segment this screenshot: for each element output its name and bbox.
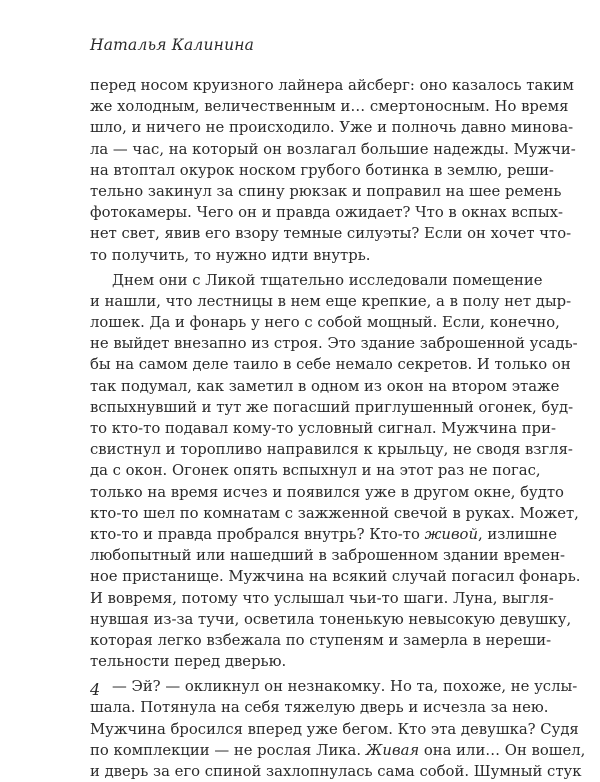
text-line: и дверь за его спиной захлопнулась сама собой. Шумный стук bbox=[90, 763, 582, 780]
text-line: перед носом круизного лайнера айсберг: оно казалось таким bbox=[90, 77, 574, 94]
text-line: же холодным, величественным и… смертоносным. Но время bbox=[90, 98, 569, 116]
paragraph-3 bbox=[90, 676, 586, 782]
text-line: то получить, то нужно идти внутрь. bbox=[90, 246, 371, 264]
body-text bbox=[90, 75, 586, 782]
text-line: и нашли, что лестницы в нем еще крепкие, а в полу нет дыр- bbox=[90, 292, 572, 310]
text-line: да с окон. Огонек опять вспыхнул и на этот раз не погас, bbox=[90, 462, 541, 480]
text-line: ла — час, на который он возлагал большие надежды. Мужчи- bbox=[90, 140, 576, 158]
text-line: Мужчина бросился вперед уже бегом. Кто эта девушка? Судя bbox=[90, 720, 579, 738]
text-line: нет свет, явив его взору темные силуэты? Если он хочет что- bbox=[90, 225, 572, 243]
text-line: шло, и ничего не происходило. Уже и полночь давно минова- bbox=[90, 119, 574, 137]
text-line: — Эй? — окликнул он незнакомку. Но та, похоже, не услы- bbox=[112, 678, 578, 696]
text-line: свистнул и торопливо направился к крыльцу, не сводя взгля- bbox=[90, 441, 573, 459]
running-head-author: Наталья Калинина bbox=[90, 36, 255, 54]
text-line: Днем они с Ликой тщательно исследовали помещение bbox=[112, 271, 543, 289]
text-line: И вовремя, потому что услышал чьи-то шаги. Луна, выгля- bbox=[90, 589, 554, 607]
text-line: фотокамеры. Чего он и правда ожидает? Что в окнах вспых- bbox=[90, 204, 563, 222]
emphasized-word: живой bbox=[424, 525, 478, 543]
text-line: то кто-то подавал кому-то условный сигнал. Мужчина при- bbox=[90, 420, 556, 437]
text-line: лошек. Да и фонарь у него с собой мощный. Если, конечно, bbox=[90, 314, 560, 332]
text-line: не выйдет внезапно из строя. Это здание заброшенной усадь- bbox=[90, 335, 578, 353]
text-line: любопытный или нашедший в заброшенном здании времен- bbox=[90, 547, 566, 565]
paragraph-2 bbox=[90, 270, 581, 673]
text-line: кто-то шел по комнатам с зажженной свечой в руках. Может, bbox=[90, 504, 579, 522]
paragraph-1 bbox=[90, 75, 576, 266]
text-line: бы на самом деле таило в себе немало секретов. И только он bbox=[90, 356, 571, 374]
text-line: на втоптал окурок носком грубого ботинка в землю, реши- bbox=[90, 161, 554, 179]
page-number: 4 bbox=[90, 680, 101, 699]
text-line: ное пристанище. Мужчина на всякий случай погасил фонарь. bbox=[90, 568, 581, 586]
text-line: нувшая из-за тучи, осветила тоненькую невысокую девушку, bbox=[90, 610, 572, 628]
text-line: по комплекции — не рослая Лика. Живая она или… Он вошел, bbox=[90, 741, 586, 759]
text-line: кто-то и правда пробрался внутрь? Кто-то живой, излишне bbox=[90, 525, 557, 543]
emphasized-word: Живая bbox=[365, 741, 420, 759]
text-line: только на время исчез и появился уже в другом окне, будто bbox=[90, 483, 564, 501]
text-line: тельно закинул за спину рюкзак и поправил на шее ремень bbox=[90, 182, 562, 200]
text-line: шала. Потянула на себя тяжелую дверь и исчезла за нею. bbox=[90, 699, 549, 717]
text-line: которая легко взбежала по ступеням и замерла в нереши- bbox=[90, 631, 552, 649]
text-line: так подумал, как заметил в одном из окон на втором этаже bbox=[90, 377, 560, 395]
text-line: тельности перед дверью. bbox=[90, 653, 287, 671]
text-line: вспыхнувший и тут же погасший приглушенный огонек, буд- bbox=[90, 398, 574, 416]
